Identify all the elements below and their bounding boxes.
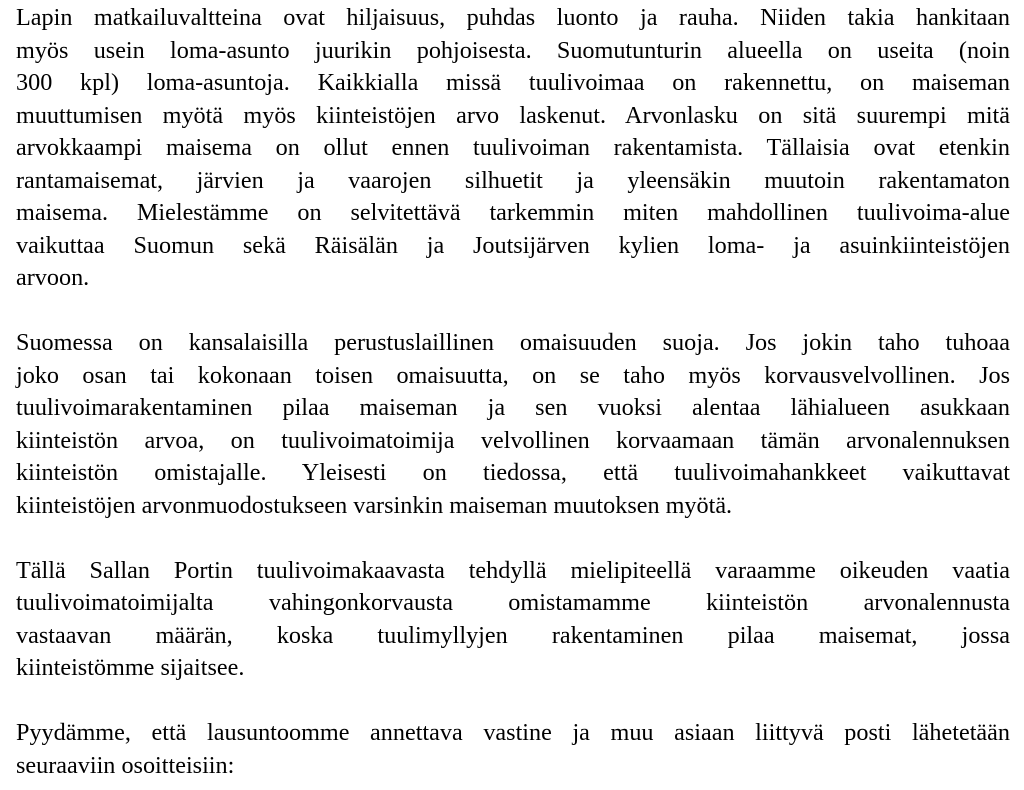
text-line: vaikuttaa Suomun sekä Räisälän ja Joutsijärven kylien loma- ja asuinkiinteistöjen	[16, 231, 1010, 259]
text-line: seuraaviin osoitteisiin:	[16, 751, 235, 779]
text-line: kiinteistön omistajalle. Yleisesti on tiedossa, että tuulivoimahankkeet vaikuttavat	[16, 459, 1010, 486]
text-line: tuulivoimatoimijalta vahingonkorvausta omistamamme kiinteistön arvonalennusta	[16, 589, 1010, 616]
text-line: arvokkaampi maisema on ollut ennen tuulivoiman rakentamista. Tällaisia ovat etenkin	[16, 134, 1010, 161]
paragraph-3	[16, 555, 1010, 685]
text-line: maisema. Mielestämme on selvitettävä tarkemmin miten mahdollinen tuulivoima-alue	[16, 199, 1010, 226]
text-line: kiinteistöjen arvonmuodostukseen varsinkin maiseman muutoksen myötä.	[16, 491, 733, 519]
text-line: muuttumisen myötä myös kiinteistöjen arvo laskenut. Arvonlasku on sitä suurempi mitä	[16, 101, 1010, 129]
text-line: Tällä Sallan Portin tuulivoimakaavasta tehdyllä mielipiteellä varaamme oikeuden vaatia	[16, 556, 1010, 584]
text-line: 300 kpl) loma-asuntoja. Kaikkialla missä tuulivoimaa on rakennettu, on maiseman	[16, 69, 1010, 96]
text-line: myös usein loma-asunto juurikin pohjoisesta. Suomutunturin alueella on useita (noin	[16, 36, 1010, 64]
text-line: kiinteistömme sijaitsee.	[16, 654, 245, 681]
text-line: joko osan tai kokonaan toisen omaisuutta, on se taho myös korvausvelvollinen. Jos	[16, 361, 1010, 389]
text-line: vastaavan määrän, koska tuulimyllyjen rakentaminen pilaa maisemat, jossa	[16, 621, 1010, 649]
text-line: Pyydämme, että lausuntoomme annettava vastine ja muu asiaan liittyvä posti lähetetään	[16, 719, 1010, 746]
text-line: Suomessa on kansalaisilla perustuslaillinen omaisuuden suoja. Jos jokin taho tuhoaa	[16, 329, 1010, 356]
text-line: kiinteistön arvoa, on tuulivoimatoimija velvollinen korvaamaan tämän arvonalennuksen	[16, 426, 1010, 454]
text-line: Lapin matkailuvaltteina ovat hiljaisuus, puhdas luonto ja rauha. Niiden takia hankitaan	[16, 4, 1010, 31]
paragraph-2	[16, 327, 1010, 522]
text-line: tuulivoimarakentaminen pilaa maiseman ja sen vuoksi alentaa lähialueen asukkaan	[16, 394, 1010, 421]
paragraph-1	[16, 2, 1010, 295]
text-line: rantamaisemat, järvien ja vaarojen silhuetit ja yleensäkin muutoin rakentamaton	[16, 166, 1010, 194]
text-line: arvoon.	[16, 264, 90, 291]
paragraph-4	[16, 717, 1010, 782]
